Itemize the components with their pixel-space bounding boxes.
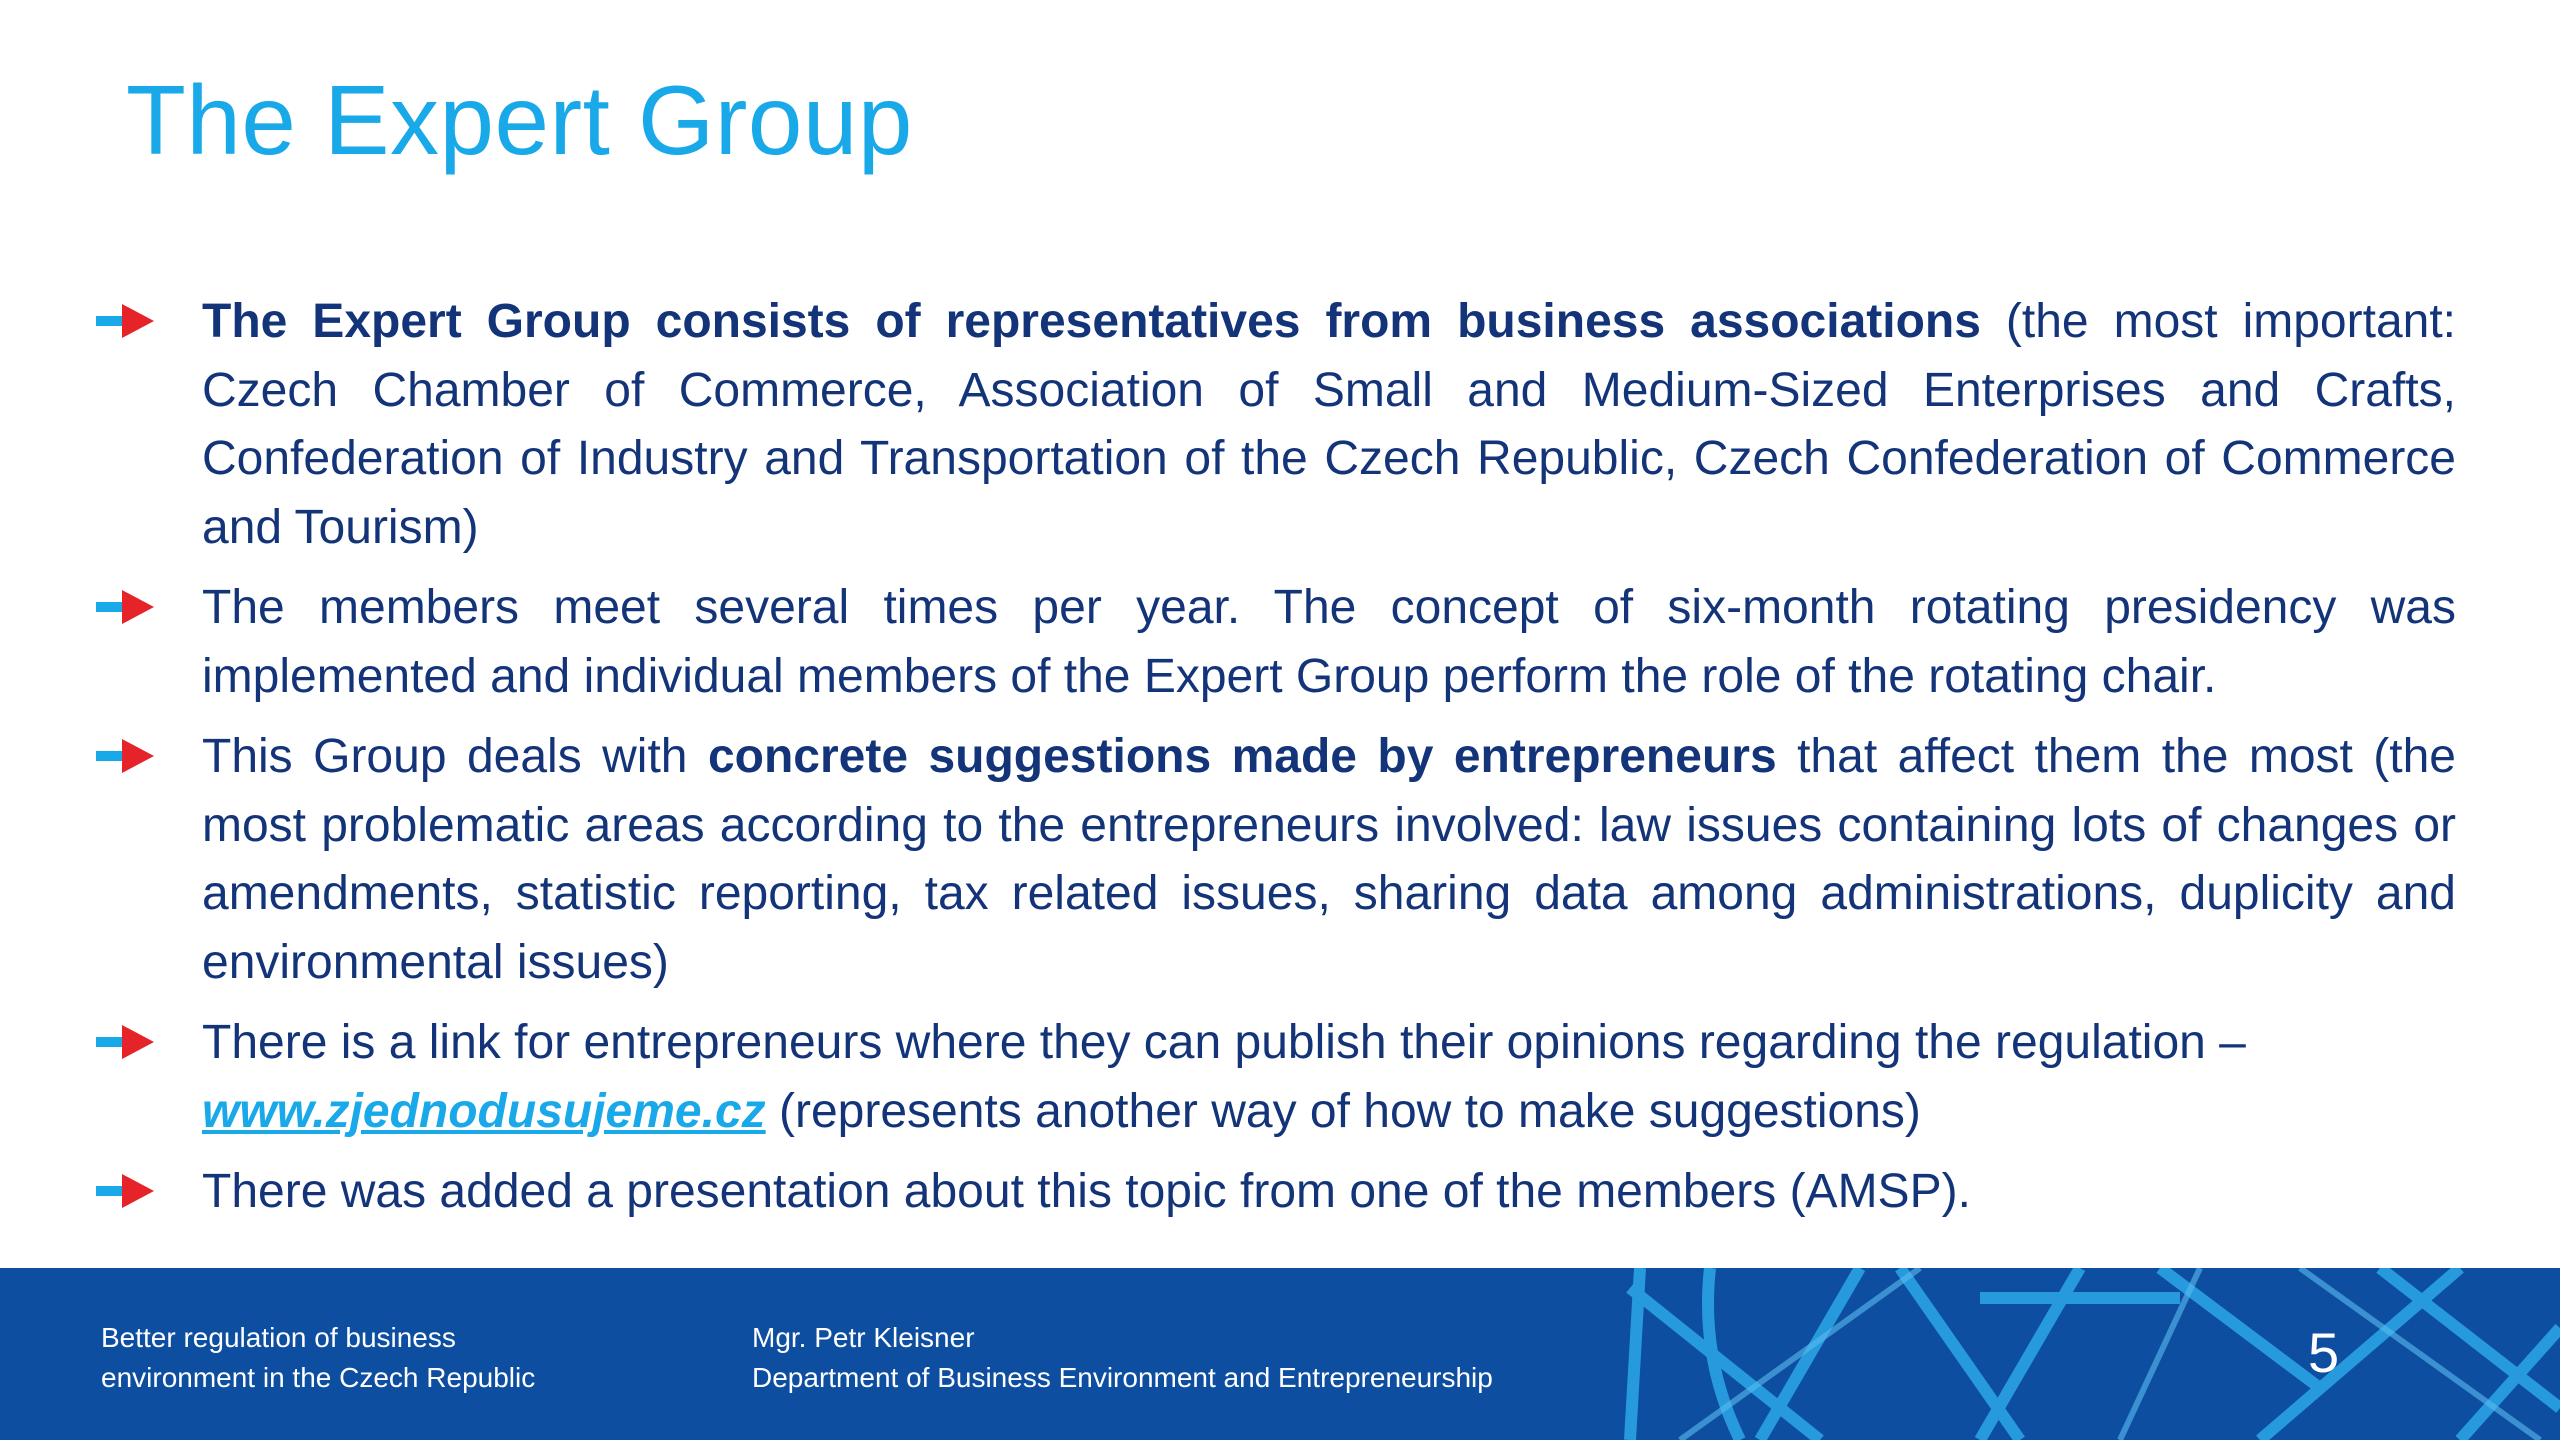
bullet-text: The members meet several times per year. The concept of six-month rotating presidency was implemented and individual members of the Expert Group perform the role of the rotating chair. [202, 581, 2456, 703]
page-number: 5 [2308, 1321, 2340, 1384]
bullet-text: that affect them the most (the most problematic areas according to the entrepreneurs involved: law issues containing lots of changes or amendments, statistic reporting, tax related issues, sharing data among administrations, duplicity and environmental issues) [202, 730, 2457, 989]
footer-decoration [1560, 1268, 2560, 1440]
footer-bar [0, 1268, 2560, 1440]
arrow-icon [96, 737, 156, 775]
slide-title: The Expert Group [126, 65, 913, 175]
footer-title-line: environment in the Czech Republic [101, 1362, 536, 1393]
arrow-icon [96, 302, 156, 340]
footer-title-line: Better regulation of business [101, 1322, 456, 1353]
arrow-icon [96, 1172, 156, 1210]
arrow-icon [96, 1023, 156, 1061]
bullet-item [96, 1158, 2456, 1227]
website-link[interactable]: www.zjednodusujeme.cz [202, 1084, 766, 1138]
bullet-bold-text: The Expert Group consists of representatives from business associations [202, 295, 1981, 348]
bullet-text: (represents another way of how to make suggestions) [765, 1084, 1921, 1138]
footer-author [752, 1318, 1493, 1398]
footer-title [101, 1318, 535, 1398]
bullet-item [96, 1009, 2456, 1146]
bullet-text: This Group deals with [202, 730, 708, 783]
bullet-item [96, 574, 2456, 711]
bullet-list [96, 288, 2456, 1239]
footer-author-name: Mgr. Petr Kleisner [752, 1322, 975, 1353]
arrow-icon [96, 588, 156, 626]
bullet-text: There is a link for entrepreneurs where they can publish their opinions regarding the regulation – [202, 1016, 2246, 1069]
footer-department: Department of Business Environment and Entrepreneurship [752, 1362, 1493, 1393]
bullet-bold-text: concrete suggestions made by entrepreneurs [707, 730, 1777, 783]
bullet-item [96, 723, 2456, 997]
bullet-item [96, 288, 2456, 562]
bullet-text: (the most important: Czech Chamber of Commerce, Association of Small and Medium-Sized Enterprises and Crafts, Confederation of Industry and Transportation of the Czech Republic, Czech Confederation of Commerce and Tourism) [202, 295, 2457, 554]
bullet-text: There was added a presentation about this topic from one of the members (AMSP). [202, 1165, 1971, 1218]
